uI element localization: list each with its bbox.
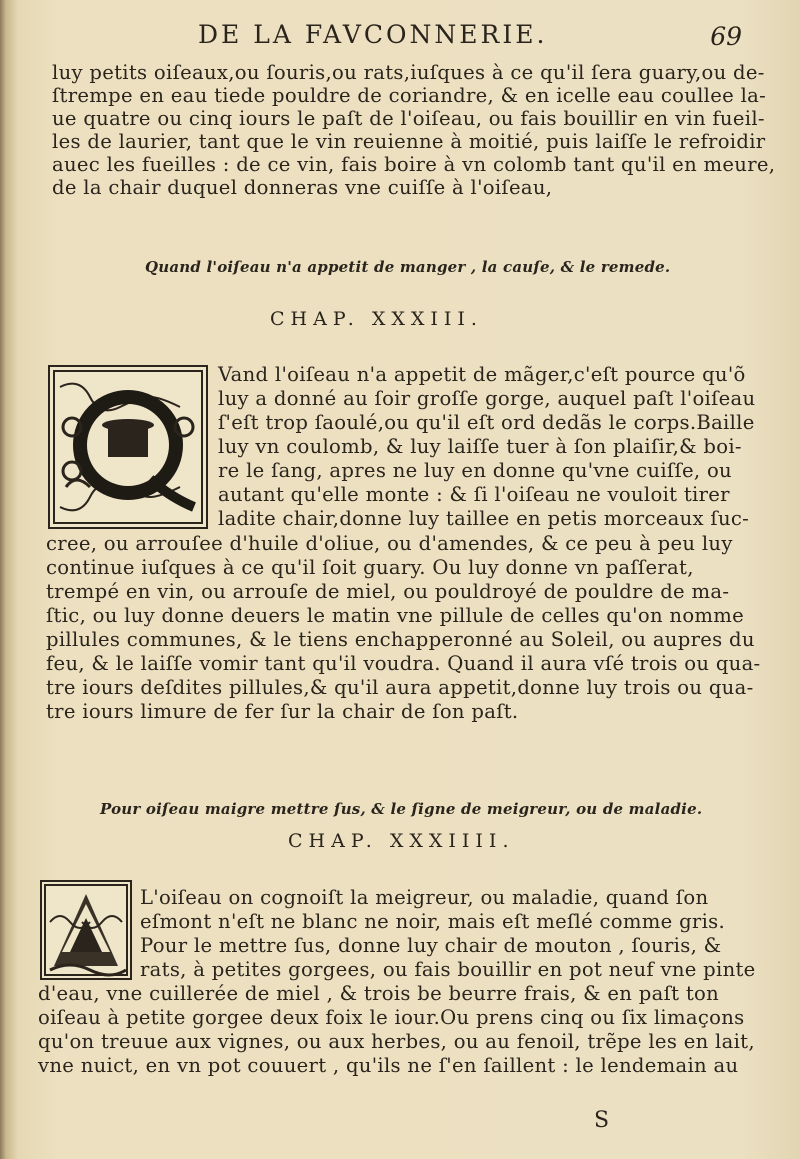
text-line: Pour le mettre ſus, donne luy chair de mouton , ſouris, & bbox=[140, 934, 722, 957]
text-line: ſ'eſt trop ſaoulé,ou qu'il eſt ord dedãs le corps.Baille bbox=[218, 411, 755, 434]
text-line: ladite chair,donne luy taillee en petis morceaux ſuc- bbox=[218, 507, 750, 530]
text-line: auec les fueilles : de ce vin, fais boire à vn colomb tant qu'il en meure, bbox=[52, 153, 776, 176]
text-line: luy a donné au ſoir groſſe gorge, auquel paſt l'oiſeau bbox=[218, 387, 756, 410]
text-line: tre iours deſdites pillules,& qu'il aura appetit,donne luy trois ou qua- bbox=[46, 676, 754, 699]
text-line: feu, & le laiſſe vomir tant qu'il voudra. Quand il aura vſé trois ou qua- bbox=[46, 652, 761, 675]
text-line: vne nuict, en vn pot couuert , qu'ils ne ſ'en ſaillent : le lendemain au bbox=[38, 1054, 739, 1077]
decorated-initial-l bbox=[40, 880, 132, 980]
signature-mark: S bbox=[594, 1108, 610, 1133]
page-number: 69 bbox=[710, 22, 742, 51]
text-line: L'oiſeau on cognoiſt la meigreur, ou maladie, quand ſon bbox=[140, 886, 709, 909]
text-line: ſtic, ou luy donne deuers le matin vne pillule de celles qu'on nomme bbox=[46, 604, 745, 627]
running-title: DE LA FAVCONNERIE. bbox=[198, 20, 548, 49]
chapter-heading: CHAP. XXXIII. bbox=[270, 308, 483, 330]
text-line: eſmont n'eſt ne blanc ne noir, mais eſt meſlé comme gris. bbox=[140, 910, 726, 933]
text-line: de la chair duquel donneras vne cuiſſe à l'oiſeau, bbox=[52, 176, 553, 199]
text-line: tre iours limure de fer ſur la chair de ſon paſt. bbox=[46, 700, 519, 723]
text-line: pillules communes, & le tiens enchapperonné au Soleil, ou aupres du bbox=[46, 628, 755, 651]
text-line: rats, à petites gorgees, ou fais bouillir en pot neuf vne pinte bbox=[140, 958, 756, 981]
text-line: luy petits oiſeaux,ou ſouris,ou rats,iuſques à ce qu'il ſera guary,ou de- bbox=[52, 61, 765, 84]
section-title: Pour oiſeau maigre mettre ſus, & le ſigne de meigreur, ou de maladie. bbox=[100, 800, 703, 818]
text-line: ſtrempe en eau tiede pouldre de coriandre, & en icelle eau coullee la- bbox=[52, 84, 767, 107]
text-line: les de laurier, tant que le vin reuienne à moitié, puis laiſſe le refroidir bbox=[52, 130, 766, 153]
ornament-q-icon bbox=[50, 367, 206, 527]
text-line: trempé en vin, ou arrouſe de miel, ou pouldroyé de pouldre de ma- bbox=[46, 580, 730, 603]
decorated-initial-q bbox=[48, 365, 208, 529]
chapter-heading: CHAP. XXXIIII. bbox=[288, 830, 515, 852]
text-line: cree, ou arrouſee d'huile d'oliue, ou d'amendes, & ce peu à peu luy bbox=[46, 532, 733, 555]
text-line: oiſeau à petite gorgee deux foix le iour.Ou prens cinq ou ſix limaçons bbox=[38, 1006, 745, 1029]
text-line: re le ſang, apres ne luy en donne qu'vne cuiſſe, ou bbox=[218, 459, 732, 482]
text-line: continue iuſques à ce qu'il ſoit guary. Ou luy donne vn paſſerat, bbox=[46, 556, 694, 579]
text-line: ue quatre ou cinq iours le paſt de l'oiſeau, ou fais bouillir en vin fueil- bbox=[52, 107, 765, 130]
section-title: Quand l'oiſeau n'a appetit de manger , la cauſe, & le remede. bbox=[145, 258, 671, 276]
text-line: Vand l'oiſeau n'a appetit de mãger,c'eſt pource qu'õ bbox=[218, 363, 746, 386]
ornament-l-icon bbox=[42, 882, 130, 978]
text-line: luy vn coulomb, & luy laiſſe tuer à ſon plaiſir,& boi- bbox=[218, 435, 742, 458]
text-line: autant qu'elle monte : & ſi l'oiſeau ne vouloit tirer bbox=[218, 483, 730, 506]
text-line: qu'on treuue aux vignes, ou aux herbes, ou au fenoil, trẽpe les en lait, bbox=[38, 1030, 755, 1053]
page-header bbox=[0, 18, 800, 58]
text-line: d'eau, vne cuillerée de miel , & trois be beurre frais, & en paſt ton bbox=[38, 982, 720, 1005]
